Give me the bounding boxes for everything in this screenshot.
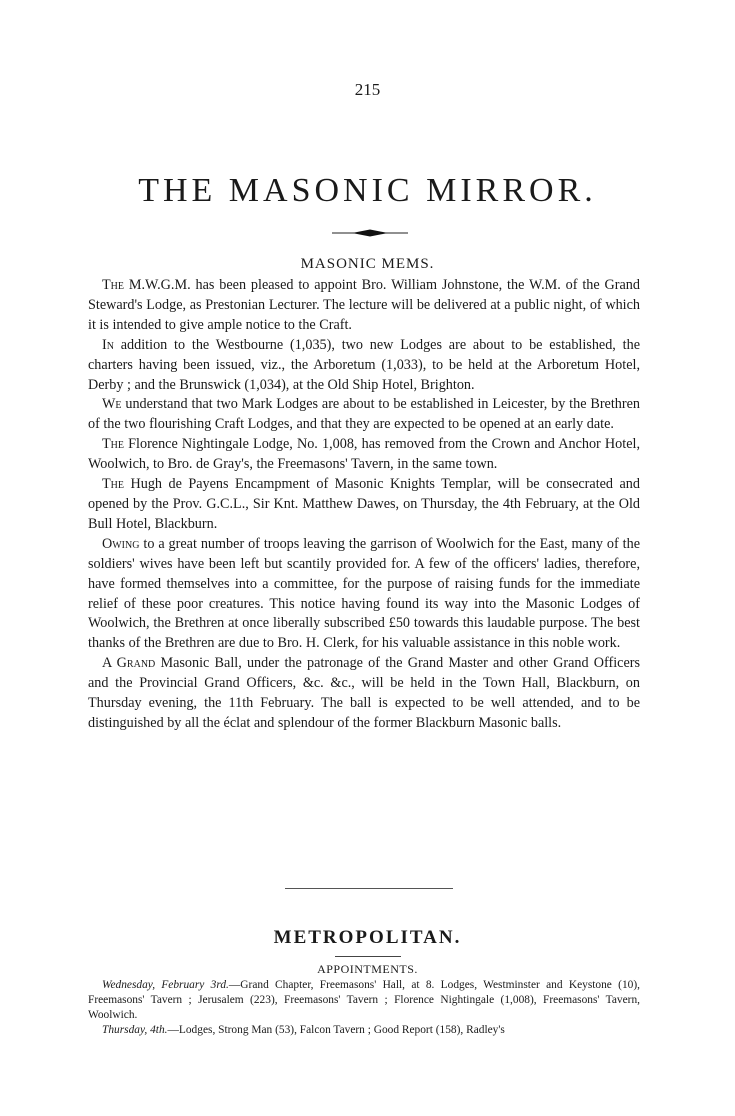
mems-body xyxy=(88,276,640,734)
appointment-text: —Lodges, Strong Man (53), Falcon Tavern ; Good Report (158), Radley's xyxy=(167,1024,505,1036)
paragraph-text: addition to the Westbourne (1,035), two new Lodges are about to be established, the charters having been issued, viz., the Arboretum (1,033), to be held at the Arboretum Hotel, Derby ; and the Brunswick (1,034), at the Old Ship Hotel, Brighton. xyxy=(88,336,640,393)
appointment-text: —Grand Chapter, Freemasons' Hall, at 8. Lodges, Westminster and Keystone (10), Freemasons' Tavern ; Jerusalem (223), Freemasons' Tavern ; Florence Nightingale (1,008), Freemasons' Tavern, Woolwich. xyxy=(88,979,640,1021)
paragraph-lead: Owing xyxy=(102,535,140,552)
section-heading-metropolitan: METROPOLITAN. xyxy=(273,927,462,948)
ornament-divider xyxy=(330,228,410,238)
paragraph-lead: The xyxy=(102,436,124,453)
section-heading-mems: MASONIC MEMS. xyxy=(300,256,435,272)
paragraph-lead: A Grand xyxy=(102,655,156,672)
masthead-title: THE MASONIC MIRROR. xyxy=(138,172,597,209)
paragraph-text: Hugh de Payens Encampment of Masonic Knights Templar, will be consecrated and opened by the Prov. G.C.L., Sir Knt. Matthew Dawes, on Thursday, the 4th February, at the Old Bull Hotel, Blackburn. xyxy=(88,476,640,532)
mems-paragraph xyxy=(88,336,640,396)
mems-paragraph xyxy=(88,435,640,475)
page-number: 215 xyxy=(354,80,381,99)
appointment-entry xyxy=(88,1023,640,1038)
appointments-body xyxy=(88,978,640,1038)
mems-paragraph xyxy=(88,654,640,734)
paragraph-lead: We xyxy=(102,396,122,413)
appointment-date: Thursday, 4th. xyxy=(102,1024,168,1036)
appointment-date: Wednesday, February 3rd. xyxy=(102,979,229,991)
paragraph-text: Masonic Ball, under the patronage of the Grand Master and other Grand Officers and the Provincial Grand Officers, &c. &c., will be held in the Town Hall, Blackburn, on Thursday evening, the 11th February. The ball is expected to be well attended, and to be distinguished by all the éclat and splendour of the former Blackburn Masonic balls. xyxy=(88,655,640,731)
mems-paragraph xyxy=(88,395,640,435)
paragraph-lead: The xyxy=(102,277,124,293)
paragraph-lead: The xyxy=(102,476,124,493)
appointment-entry xyxy=(88,978,640,1023)
paragraph-lead: In xyxy=(102,336,114,353)
metropolitan-rule xyxy=(335,956,401,957)
paragraph-text: Florence Nightingale Lodge, No. 1,008, has removed from the Crown and Anchor Hotel, Woolwich, to Bro. de Gray's, the Freemasons' Tavern, in the same town. xyxy=(88,436,640,473)
mems-paragraph xyxy=(88,276,640,336)
mems-paragraph xyxy=(88,475,640,535)
mems-paragraph xyxy=(88,535,640,654)
paragraph-text: to a great number of troops leaving the garrison of Woolwich for the East, many of the soldiers' wives have been left but scantily provided for. A few of the officers' ladies, therefore, have formed themselves into a committee, for the purpose of raising funds for the immediate relief of these poor creatures. This notice having found its way into the Masonic Lodges of Woolwich, the Brethren at once liberally subscribed £50 towards this laudable purpose. The best thanks of the Brethren are due to Bro. H. Clerk, for his valuable assistance in this noble work. xyxy=(88,535,640,652)
paragraph-text: M.W.G.M. has been pleased to appoint Bro. William Johnstone, the W.M. of the Grand Steward's Lodge, as Prestonian Lecturer. The lecture will be delivered at a public night, of which it is intended to give ample notice to the Craft. xyxy=(88,277,640,333)
paragraph-text: understand that two Mark Lodges are about to be established in Leicester, by the Brethren of the two flourishing Craft Lodges, and that they are expected to be opened at an early date. xyxy=(88,396,640,433)
section-divider-rule xyxy=(285,888,453,889)
appointments-heading: APPOINTMENTS. xyxy=(317,962,418,976)
